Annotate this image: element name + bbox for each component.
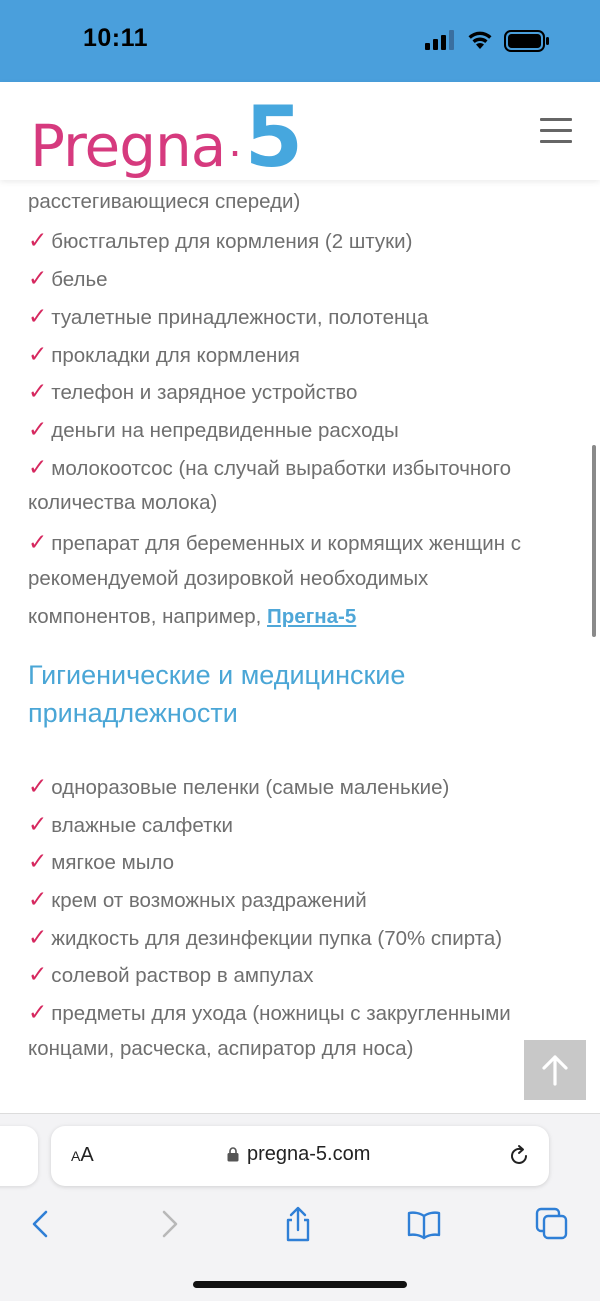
check-mark-icon: ✓ [28, 454, 48, 480]
pregna5-link[interactable]: Прегна-5 [267, 605, 357, 628]
check-mark-icon: ✓ [28, 924, 48, 950]
check-mark-icon: ✓ [28, 961, 48, 987]
url-display[interactable]: pregna-5.com [227, 1143, 370, 1166]
page-scrollbar[interactable] [592, 445, 596, 637]
list-item: ✓ прокладки для кормления [28, 341, 300, 367]
browser-toolbar [0, 1113, 600, 1301]
site-header [0, 82, 600, 186]
check-mark-icon: ✓ [28, 227, 48, 253]
list-item: ✓ молокоотсос (на случай выработки избыточного [28, 454, 512, 480]
list-item: ✓ туалетные принадлежности, полотенца [28, 303, 429, 329]
hamburger-menu-icon[interactable] [540, 118, 572, 144]
list-item: ✓ одноразовые пеленки (самые маленькие) [28, 773, 450, 799]
previous-tab-preview[interactable] [0, 1126, 38, 1186]
logo-text: Pregna [30, 112, 226, 180]
status-bar [0, 0, 600, 82]
reader-text-size-button[interactable]: AA [71, 1144, 94, 1166]
check-mark-icon: ✓ [28, 773, 48, 799]
list-item: ✓ крем от возможных раздражений [28, 886, 367, 912]
back-icon[interactable] [22, 1206, 58, 1242]
list-item-continuation: количества молока) [28, 491, 218, 514]
list-item: ✓ бюстгальтер для кормления (2 штуки) [28, 227, 413, 253]
check-mark-icon: ✓ [28, 848, 48, 874]
list-item: ✓ белье [28, 265, 108, 291]
home-indicator[interactable] [193, 1281, 407, 1288]
arrow-up-icon [540, 1054, 570, 1086]
check-mark-icon: ✓ [28, 999, 48, 1025]
list-item-continuation: расстегивающиеся спереди) [28, 190, 301, 213]
tabs-icon[interactable] [534, 1206, 570, 1242]
forward-icon[interactable] [152, 1206, 188, 1242]
list-item: ✓ солевой раствор в ампулах [28, 961, 314, 987]
list-item-continuation: концами, расческа, аспиратор для носа) [28, 1037, 414, 1060]
pregna5-logo[interactable] [30, 88, 304, 186]
check-mark-icon: ✓ [28, 811, 48, 837]
article-content [0, 180, 600, 1115]
list-item: ✓ жидкость для дезинфекции пупка (70% спирта) [28, 924, 503, 950]
scroll-to-top-button[interactable] [524, 1040, 586, 1100]
check-mark-icon: ✓ [28, 341, 48, 367]
status-time: 10:11 [83, 24, 149, 52]
list-item: ✓ телефон и зарядное устройство [28, 378, 358, 404]
check-mark-icon: ✓ [28, 886, 48, 912]
list-item-continuation: компонентов, например, Прегна-5 [28, 605, 357, 628]
battery-icon [504, 30, 550, 52]
check-mark-icon: ✓ [28, 265, 48, 291]
list-item: ✓ препарат для беременных и кормящих женщин с [28, 529, 521, 555]
lock-icon [227, 1147, 239, 1162]
list-item: ✓ предметы для ухода (ножницы с закругленными [28, 999, 511, 1025]
list-item-continuation: рекомендуемой дозировкой необходимых [28, 567, 429, 590]
check-mark-icon: ✓ [28, 416, 48, 442]
list-item: ✓ деньги на непредвиденные расходы [28, 416, 399, 442]
list-item: ✓ мягкое мыло [28, 848, 175, 874]
wifi-icon [466, 28, 494, 50]
check-mark-icon: ✓ [28, 378, 48, 404]
check-mark-icon: ✓ [28, 529, 48, 555]
logo-dot: · [227, 124, 243, 176]
check-mark-icon: ✓ [28, 303, 48, 329]
cellular-signal-icon [425, 30, 457, 50]
list-item: ✓ влажные салфетки [28, 811, 233, 837]
share-icon[interactable] [280, 1206, 316, 1242]
logo-number: 5 [244, 88, 304, 186]
address-bar[interactable] [51, 1126, 549, 1186]
section-title: Гигиенические и медицинские принадлежности [28, 660, 406, 728]
bookmarks-icon[interactable] [406, 1206, 442, 1242]
reload-icon[interactable] [507, 1144, 531, 1168]
